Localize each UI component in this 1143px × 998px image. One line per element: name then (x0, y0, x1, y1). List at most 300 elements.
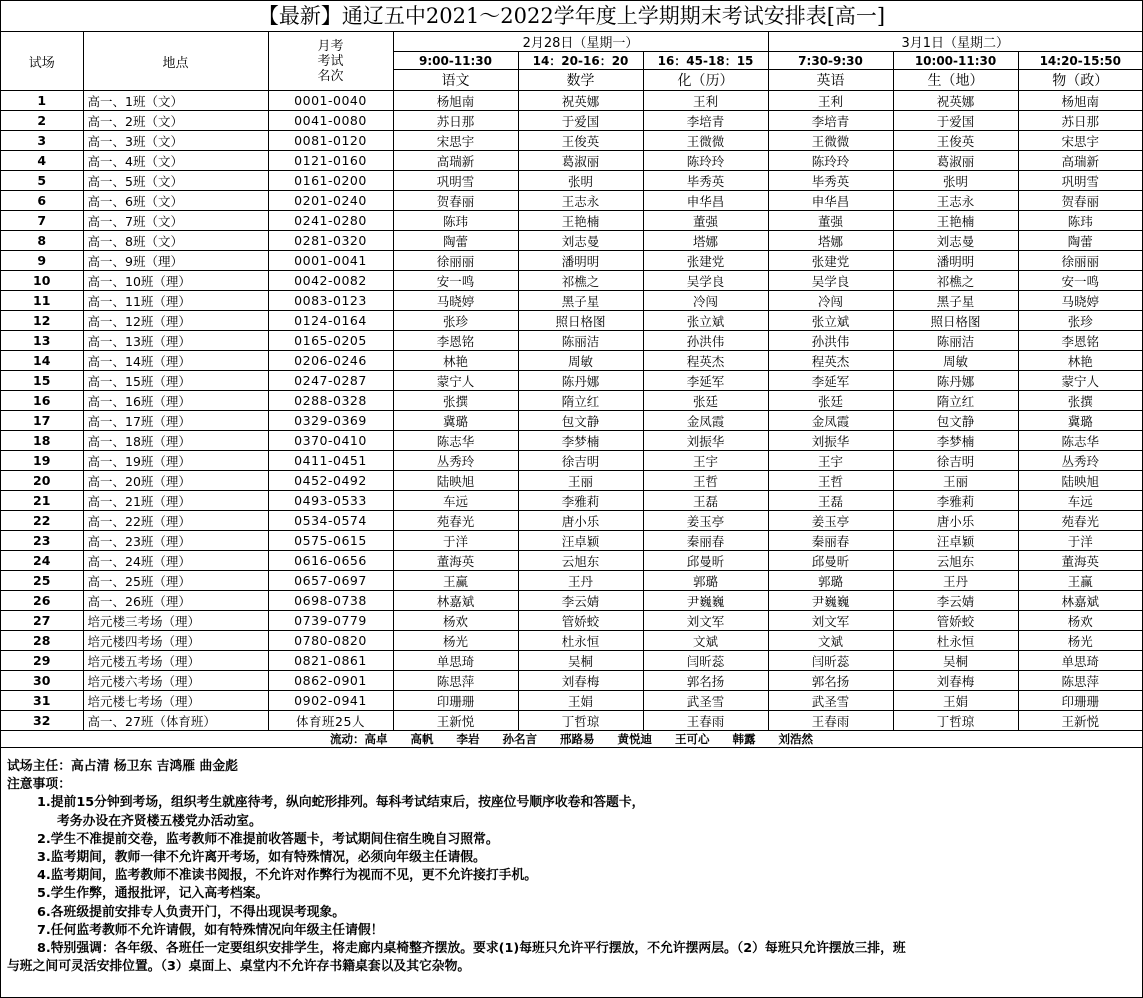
proctor-cell: 苏日那 (1018, 111, 1142, 131)
table-row (1, 451, 1142, 471)
proctor-cell: 马晓婷 (393, 291, 518, 311)
proctor-cell: 武圣雪 (643, 691, 768, 711)
proctor-cell: 印珊珊 (1018, 691, 1142, 711)
proctor-cell: 冀璐 (393, 411, 518, 431)
proctor-cell: 王哲 (768, 471, 893, 491)
room-location: 高一、2班（文） (83, 111, 268, 131)
proctor-cell: 陈丹娜 (518, 371, 643, 391)
proctor-cell: 刘志曼 (893, 231, 1018, 251)
proctor-cell: 云旭东 (893, 551, 1018, 571)
proctor-cell: 陈丹娜 (893, 371, 1018, 391)
proctor-cell: 董海英 (393, 551, 518, 571)
header-exam-no (268, 32, 393, 91)
exam-number-range: 0698-0738 (268, 591, 393, 611)
table-row (1, 671, 1142, 691)
proctor-cell: 丛秀玲 (393, 451, 518, 471)
proctor-cell: 塔娜 (768, 231, 893, 251)
room-location: 高一、6班（文） (83, 191, 268, 211)
exam-number-range: 0041-0080 (268, 111, 393, 131)
table-row (1, 411, 1142, 431)
room-number: 12 (1, 311, 83, 331)
proctor-cell: 黑子星 (518, 291, 643, 311)
exam-number-range: 0121-0160 (268, 151, 393, 171)
table-row (1, 691, 1142, 711)
room-location: 高一、1班（文） (83, 91, 268, 111)
subject-header: 物（政） (1018, 70, 1142, 91)
room-location: 高一、5班（文） (83, 171, 268, 191)
proctor-cell: 陈玮 (1018, 211, 1142, 231)
proctor-cell: 唐小乐 (518, 511, 643, 531)
room-location: 高一、16班（理） (83, 391, 268, 411)
room-number: 2 (1, 111, 83, 131)
proctor-cell: 吴桐 (893, 651, 1018, 671)
exam-number-range: 0241-0280 (268, 211, 393, 231)
room-location: 高一、12班（理） (83, 311, 268, 331)
room-number: 4 (1, 151, 83, 171)
proctor-cell: 程英杰 (768, 351, 893, 371)
proctor-cell: 隋立红 (518, 391, 643, 411)
subject-header: 生（地） (893, 70, 1018, 91)
note-item: 3.监考期间，教师一律不允许离开考场，如有特殊情况，必须向年级主任请假。 (37, 850, 486, 866)
room-number: 19 (1, 451, 83, 471)
proctor-cell: 祝英娜 (518, 91, 643, 111)
proctor-cell: 王赢 (393, 571, 518, 591)
exam-number-range: 0493-0533 (268, 491, 393, 511)
proctor-cell: 杜永恒 (518, 631, 643, 651)
room-number: 16 (1, 391, 83, 411)
proctor-cell: 杨旭南 (1018, 91, 1142, 111)
proctor-cell: 于洋 (1018, 531, 1142, 551)
room-location: 高一、17班（理） (83, 411, 268, 431)
proctor-cell: 安一鸣 (393, 271, 518, 291)
note-item: 1.提前15分钟到考场，组织考生就座待考，纵向蛇形排列。每科考试结束后，按座位号顺序收卷和答题卡， (37, 795, 645, 811)
proctor-cell: 车远 (393, 491, 518, 511)
proctor-cell: 潘明明 (893, 251, 1018, 271)
room-location: 高一、19班（理） (83, 451, 268, 471)
note-item-continuation: 与班之间可灵活安排位置。（3）桌面上、桌堂内不允许存书籍桌套以及其它杂物。 (7, 959, 471, 975)
proctor-cell: 陆映旭 (393, 471, 518, 491)
proctor-cell: 李恩铭 (393, 331, 518, 351)
proctor-cell: 徐吉明 (893, 451, 1018, 471)
proctor-cell: 杨欢 (393, 611, 518, 631)
exam-number-range: 0534-0574 (268, 511, 393, 531)
table-row (1, 551, 1142, 571)
proctor-cell: 姜玉亭 (768, 511, 893, 531)
proctor-cell: 王娟 (893, 691, 1018, 711)
time-slot: 9:00-11:30 (393, 52, 518, 70)
exam-number-range: 0083-0123 (268, 291, 393, 311)
exam-number-range: 0001-0040 (268, 91, 393, 111)
exam-number-range: 0657-0697 (268, 571, 393, 591)
room-location: 高一、13班（理） (83, 331, 268, 351)
proctor-cell: 李云婧 (893, 591, 1018, 611)
exam-number-range: 0042-0082 (268, 271, 393, 291)
proctor-cell: 毕秀英 (643, 171, 768, 191)
proctor-cell: 邱曼昕 (768, 551, 893, 571)
proctor-cell: 杨旭南 (393, 91, 518, 111)
proctor-cell: 高瑞新 (393, 151, 518, 171)
proctor-cell: 隋立红 (893, 391, 1018, 411)
table-row (1, 431, 1142, 451)
note-item: 4.监考期间，监考教师不准读书阅报，不允许对作弊行为视而不见，更不允许接打手机。 (37, 868, 538, 884)
proctor-cell: 陈思萍 (1018, 671, 1142, 691)
room-number: 27 (1, 611, 83, 631)
exam-number-range: 0124-0164 (268, 311, 393, 331)
proctor-cell: 陈玲玲 (768, 151, 893, 171)
header-location: 地点 (83, 32, 268, 91)
proctor-cell: 李延军 (643, 371, 768, 391)
proctor-cell: 云旭东 (518, 551, 643, 571)
room-location: 高一、27班（体育班） (83, 711, 268, 731)
proctor-cell: 照日格图 (518, 311, 643, 331)
proctor-cell: 王新悦 (393, 711, 518, 731)
room-number: 3 (1, 131, 83, 151)
header-exam-no-line2: 考试 (317, 53, 344, 69)
proctor-cell: 唐小乐 (893, 511, 1018, 531)
schedule-rows (1, 91, 1142, 731)
proctor-cell: 程英杰 (643, 351, 768, 371)
proctor-cell: 葛淑丽 (893, 151, 1018, 171)
exam-number-range: 0201-0240 (268, 191, 393, 211)
room-location: 培元楼六考场（理） (83, 671, 268, 691)
proctor-cell: 王丹 (518, 571, 643, 591)
proctor-cell: 徐丽丽 (393, 251, 518, 271)
proctor-cell: 刘文军 (643, 611, 768, 631)
proctor-cell: 祝英娜 (893, 91, 1018, 111)
proctor-cell: 张撰 (1018, 391, 1142, 411)
exam-number-range: 0780-0820 (268, 631, 393, 651)
exam-number-range: 0616-0656 (268, 551, 393, 571)
exam-number-range: 0821-0861 (268, 651, 393, 671)
room-location: 培元楼四考场（理） (83, 631, 268, 651)
table-row (1, 291, 1142, 311)
note-item: 7.任何监考教师不允许请假，如有特殊情况向年级主任请假！ (37, 922, 384, 938)
exam-number-range: 0902-0941 (268, 691, 393, 711)
room-number: 10 (1, 271, 83, 291)
table-row (1, 91, 1142, 111)
table-row (1, 311, 1142, 331)
proctor-cell: 于洋 (393, 531, 518, 551)
exam-number-range: 0247-0287 (268, 371, 393, 391)
header-day1: 2月28日（星期一） (393, 32, 768, 52)
room-number: 5 (1, 171, 83, 191)
proctor-cell: 王磊 (643, 491, 768, 511)
table-row (1, 391, 1142, 411)
notes-section (1, 748, 1142, 976)
table-row (1, 611, 1142, 631)
exam-number-range: 0161-0200 (268, 171, 393, 191)
time-slot: 14:20-15:50 (1018, 52, 1142, 70)
time-slot: 10:00-11:30 (893, 52, 1018, 70)
proctor-cell: 吴学良 (768, 271, 893, 291)
proctor-cell: 周敏 (893, 351, 1018, 371)
proctor-cell: 武圣雪 (768, 691, 893, 711)
proctor-cell: 王艳楠 (518, 211, 643, 231)
room-location: 高一、23班（理） (83, 531, 268, 551)
flow-proctors: 流动：高卓 高帆 李岩 孙名言 邢路易 黄悦迪 王可心 韩露 刘浩然 (1, 731, 1142, 748)
proctor-cell: 王俊英 (893, 131, 1018, 151)
time-slot: 14：20-16：20 (518, 52, 643, 70)
room-location: 高一、24班（理） (83, 551, 268, 571)
exam-number-range: 0370-0410 (268, 431, 393, 451)
table-row (1, 331, 1142, 351)
table-row (1, 571, 1142, 591)
header-day2: 3月1日（星期二） (768, 32, 1142, 52)
proctor-cell: 苑春光 (393, 511, 518, 531)
room-number: 22 (1, 511, 83, 531)
exam-number-range: 0281-0320 (268, 231, 393, 251)
proctor-cell: 汪卓颖 (893, 531, 1018, 551)
room-number: 7 (1, 211, 83, 231)
proctor-cell: 单思琦 (1018, 651, 1142, 671)
room-location: 高一、15班（理） (83, 371, 268, 391)
proctor-cell: 林艳 (1018, 351, 1142, 371)
table-row (1, 591, 1142, 611)
room-location: 高一、18班（理） (83, 431, 268, 451)
proctor-cell: 祁樵之 (518, 271, 643, 291)
proctor-cell: 李云婧 (518, 591, 643, 611)
subject-header: 化（历） (643, 70, 768, 91)
table-row (1, 471, 1142, 491)
proctor-cell: 吴桐 (518, 651, 643, 671)
proctor-cell: 杨光 (393, 631, 518, 651)
time-slot: 16：45-18：15 (643, 52, 768, 70)
exam-number-range: 0288-0328 (268, 391, 393, 411)
room-location: 高一、4班（文） (83, 151, 268, 171)
proctor-cell: 陶蕾 (1018, 231, 1142, 251)
note-item: 5.学生作弊，通报批评，记入高考档案。 (37, 886, 269, 902)
proctor-cell: 蒙宁人 (1018, 371, 1142, 391)
exam-number-range: 体育班25人 (268, 711, 393, 731)
proctor-cell: 于爱国 (518, 111, 643, 131)
proctor-cell: 陈丽洁 (893, 331, 1018, 351)
table-row (1, 111, 1142, 131)
exam-number-range: 0001-0041 (268, 251, 393, 271)
proctor-cell: 李梦楠 (518, 431, 643, 451)
note-item-continuation: 考务办设在齐贤楼五楼党办活动室。 (57, 813, 262, 829)
room-number: 28 (1, 631, 83, 651)
table-row (1, 211, 1142, 231)
room-location: 高一、21班（理） (83, 491, 268, 511)
proctor-cell: 李延军 (768, 371, 893, 391)
exam-number-range: 0329-0369 (268, 411, 393, 431)
proctor-cell: 张建党 (643, 251, 768, 271)
proctor-cell: 文斌 (643, 631, 768, 651)
proctor-cell: 王春雨 (643, 711, 768, 731)
proctor-cell: 徐丽丽 (1018, 251, 1142, 271)
proctor-cell: 冷闯 (643, 291, 768, 311)
table-row (1, 231, 1142, 251)
proctor-cell: 李雅莉 (893, 491, 1018, 511)
table-row (1, 371, 1142, 391)
room-number: 29 (1, 651, 83, 671)
proctor-cell: 秦丽春 (643, 531, 768, 551)
room-number: 21 (1, 491, 83, 511)
proctor-cell: 孙洪伟 (643, 331, 768, 351)
proctor-cell: 蒙宁人 (393, 371, 518, 391)
proctor-cell: 刘春梅 (518, 671, 643, 691)
proctor-cell: 张廷 (643, 391, 768, 411)
table-row (1, 631, 1142, 651)
room-location: 培元楼五考场（理） (83, 651, 268, 671)
room-number: 25 (1, 571, 83, 591)
room-location: 高一、20班（理） (83, 471, 268, 491)
room-location: 高一、8班（文） (83, 231, 268, 251)
room-number: 18 (1, 431, 83, 451)
proctor-cell: 王丽 (518, 471, 643, 491)
proctor-cell: 李梦楠 (893, 431, 1018, 451)
proctor-cell: 安一鸣 (1018, 271, 1142, 291)
table-row (1, 511, 1142, 531)
proctor-cell: 金凤霞 (768, 411, 893, 431)
exam-number-range: 0411-0451 (268, 451, 393, 471)
proctor-cell: 秦丽春 (768, 531, 893, 551)
proctor-cell: 杜永恒 (893, 631, 1018, 651)
room-location: 高一、10班（理） (83, 271, 268, 291)
proctor-cell: 陈玮 (393, 211, 518, 231)
room-number: 6 (1, 191, 83, 211)
proctor-cell: 张明 (893, 171, 1018, 191)
room-number: 13 (1, 331, 83, 351)
proctor-cell: 王利 (643, 91, 768, 111)
proctor-cell: 高瑞新 (1018, 151, 1142, 171)
room-location: 培元楼三考场（理） (83, 611, 268, 631)
room-location: 高一、14班（理） (83, 351, 268, 371)
table-row (1, 251, 1142, 271)
proctor-cell: 马晓婷 (1018, 291, 1142, 311)
proctor-cell: 塔娜 (643, 231, 768, 251)
proctor-cell: 王丹 (893, 571, 1018, 591)
subject-header: 语文 (393, 70, 518, 91)
room-location: 高一、7班（文） (83, 211, 268, 231)
proctor-cell: 郭璐 (643, 571, 768, 591)
header-exam-no-line1: 月考 (317, 38, 344, 54)
proctor-cell: 潘明明 (518, 251, 643, 271)
proctor-cell: 管娇蛟 (518, 611, 643, 631)
proctor-cell: 王磊 (768, 491, 893, 511)
proctor-cell: 杨欢 (1018, 611, 1142, 631)
proctor-cell: 李培青 (768, 111, 893, 131)
proctor-cell: 张撰 (393, 391, 518, 411)
note-item: 8.特别强调：各年级、各班任一定要组织安排学生，将走廊内桌椅整齐摆放。要求(1)每班只允许平行摆放，不允许摆两层。（2）每班只允许摆放三排，班 (37, 941, 906, 957)
proctor-cell: 周敏 (518, 351, 643, 371)
proctor-cell: 包文静 (893, 411, 1018, 431)
proctor-cell: 王志永 (518, 191, 643, 211)
proctor-cell: 葛淑丽 (518, 151, 643, 171)
proctor-cell: 陈志华 (393, 431, 518, 451)
proctor-cell: 张廷 (768, 391, 893, 411)
exam-number-range: 0862-0901 (268, 671, 393, 691)
room-location: 高一、11班（理） (83, 291, 268, 311)
table-row (1, 171, 1142, 191)
room-number: 15 (1, 371, 83, 391)
room-location: 高一、26班（理） (83, 591, 268, 611)
room-number: 23 (1, 531, 83, 551)
proctor-cell: 陈丽洁 (518, 331, 643, 351)
proctor-cell: 陈志华 (1018, 431, 1142, 451)
proctor-cell: 董海英 (1018, 551, 1142, 571)
proctor-cell: 尹巍巍 (643, 591, 768, 611)
table-row (1, 531, 1142, 551)
proctor-cell: 王新悦 (1018, 711, 1142, 731)
proctor-cell: 印珊珊 (393, 691, 518, 711)
exam-number-range: 0206-0246 (268, 351, 393, 371)
proctor-cell: 巩明雪 (1018, 171, 1142, 191)
exam-number-range: 0165-0205 (268, 331, 393, 351)
room-location: 培元楼七考场（理） (83, 691, 268, 711)
table-row (1, 131, 1142, 151)
proctor-cell: 宋思宇 (393, 131, 518, 151)
proctor-cell: 苑春光 (1018, 511, 1142, 531)
proctor-cell: 林艳 (393, 351, 518, 371)
room-number: 8 (1, 231, 83, 251)
proctor-cell: 张立斌 (768, 311, 893, 331)
proctor-cell: 王志永 (893, 191, 1018, 211)
proctor-cell: 祁樵之 (893, 271, 1018, 291)
proctor-cell: 陶蕾 (393, 231, 518, 251)
table-row (1, 351, 1142, 371)
room-number: 1 (1, 91, 83, 111)
room-number: 26 (1, 591, 83, 611)
proctor-cell: 陈玲玲 (643, 151, 768, 171)
exam-number-range: 0081-0120 (268, 131, 393, 151)
room-number: 20 (1, 471, 83, 491)
room-number: 9 (1, 251, 83, 271)
proctor-cell: 徐吉明 (518, 451, 643, 471)
header-exam-no-line3: 名次 (317, 68, 344, 84)
proctor-cell: 吴学良 (643, 271, 768, 291)
proctor-cell: 张明 (518, 171, 643, 191)
header-room: 试场 (1, 32, 83, 91)
proctor-cell: 王俊英 (518, 131, 643, 151)
proctor-cell: 毕秀英 (768, 171, 893, 191)
proctor-cell: 张建党 (768, 251, 893, 271)
room-number: 24 (1, 551, 83, 571)
room-directors: 试场主任：高占清 杨卫东 吉鸿雁 曲金彪 (7, 759, 238, 774)
proctor-cell: 刘振华 (768, 431, 893, 451)
proctor-cell: 丁哲琼 (893, 711, 1018, 731)
time-slot: 7:30-9:30 (768, 52, 893, 70)
proctor-cell: 孙洪伟 (768, 331, 893, 351)
room-location: 高一、9班（理） (83, 251, 268, 271)
table-row (1, 491, 1142, 511)
proctor-cell: 包文静 (518, 411, 643, 431)
room-number: 11 (1, 291, 83, 311)
proctor-cell: 郭璐 (768, 571, 893, 591)
proctor-cell: 冀璐 (1018, 411, 1142, 431)
room-location: 高一、25班（理） (83, 571, 268, 591)
proctor-cell: 王哲 (643, 471, 768, 491)
table-row (1, 191, 1142, 211)
room-location: 高一、22班（理） (83, 511, 268, 531)
note-item: 2.学生不准提前交卷，监考教师不准提前收答题卡，考试期间住宿生晚自习照常。 (37, 831, 499, 847)
proctor-cell: 林嘉斌 (393, 591, 518, 611)
proctor-cell: 董强 (768, 211, 893, 231)
proctor-cell: 王微微 (643, 131, 768, 151)
proctor-cell: 闫昕蕊 (643, 651, 768, 671)
room-number: 31 (1, 691, 83, 711)
proctor-cell: 陆映旭 (1018, 471, 1142, 491)
proctor-cell: 张珍 (393, 311, 518, 331)
proctor-cell: 张珍 (1018, 311, 1142, 331)
proctor-cell: 李雅莉 (518, 491, 643, 511)
proctor-cell: 尹巍巍 (768, 591, 893, 611)
exam-number-range: 0739-0779 (268, 611, 393, 631)
proctor-cell: 冷闯 (768, 291, 893, 311)
proctor-cell: 董强 (643, 211, 768, 231)
table-row (1, 151, 1142, 171)
proctor-cell: 于爱国 (893, 111, 1018, 131)
